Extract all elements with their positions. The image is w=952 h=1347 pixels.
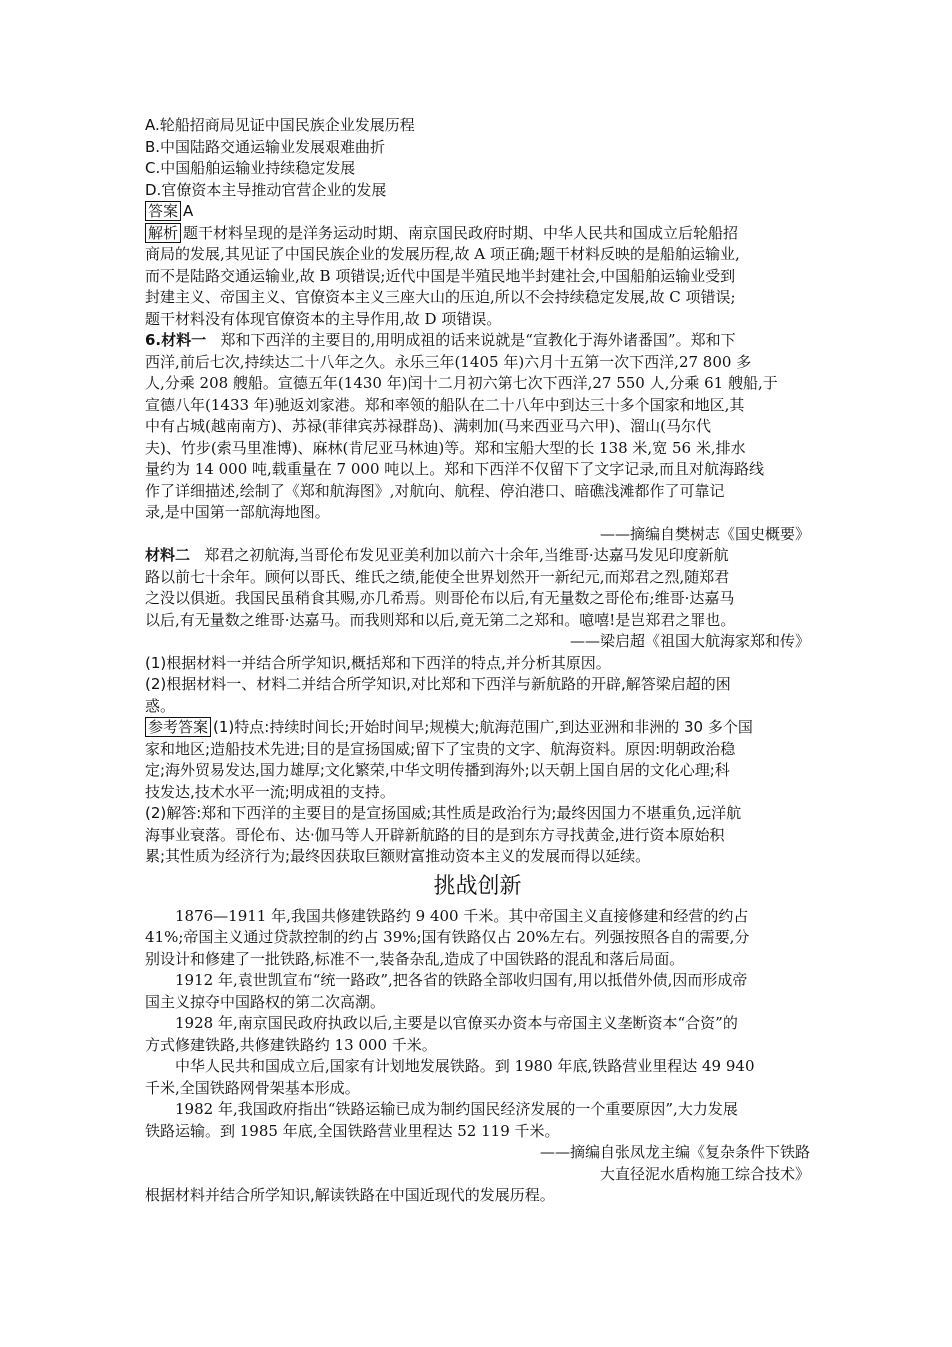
material1-line: 夫)、竹步(索马里准博)、麻林(肯尼亚马林迪)等。郑和宝船大型的长 138 米,宽 56 米,排水 [145,438,746,457]
q6-question-2: (2)根据材料一、材料二并结合所学知识,对比郑和下西洋与新航路的开辟,解答梁启超的困 [145,675,731,693]
material2-line-1 [145,545,810,567]
challenge-source-line: ——摘编自张凤龙主编《复杂条件下铁路 [539,1143,810,1161]
material1-source: ——摘编自樊树志《国史概要》 [599,524,810,543]
material1-label: 材料一 [161,331,207,349]
option-b: B.中国陆路交通运输业发展艰难曲折 [145,137,386,156]
challenge-paragraph-line: 41%;帝国主义通过贷款控制的约占 39%;国有铁路仅占 20%左右。列强按照各自的需要,分 [145,928,750,946]
ref-line: 海事业衰落。哥伦布、达·伽马等人开辟新航路的目的是到东方寻找黄金,进行资本原始积 [145,825,725,844]
option-c: C.中国船舶运输业持续稳定发展 [145,159,356,177]
challenge-paragraph-line: 1982 年,我国政府指出“铁路运输已成为制约国民经济发展的一个重要原因”,大力发展 [175,1100,738,1118]
material2-text: 郑君之初航海,当哥伦布发见亚美利加以前六十余年,当维哥·达嘉马发见印度新航 [204,546,729,564]
ref-line: 家和地区;造船技术先进;目的是宣扬国威;留下了宝贵的文字、航海资料。原因:明朝政治稳 [145,739,736,758]
document-content [145,115,810,1207]
analysis-line: 商局的发展,其见证了中国民族企业的发展历程,故 A 项正确;题干材料反映的是船舶运输业, [145,245,740,263]
analysis-line: 题干材料没有体现官僚资本的主导作用,故 D 项错误。 [145,309,502,328]
ref-line: 累;其性质为经济行为;最终因获取巨额财富推动资本主义的发展而得以延续。 [145,847,651,865]
section-title: 挑战创新 [433,873,522,899]
material1-line: 作了详细描述,绘制了《郑和航海图》,对航向、航程、停泊港口、暗礁浅滩都作了可靠记 [145,481,725,500]
answer-line [145,201,810,223]
challenge-paragraph-line: 1912 年,袁世凯宣布“统一路政”,把各省的铁路全部收归国有,用以抵借外债,因而形成帝 [175,971,748,989]
challenge-paragraph-line: 铁路运输。到 1985 年底,全国铁路营业里程达 52 119 千米。 [145,1121,560,1140]
ref-line-1 [145,717,810,739]
ref-line: (2)解答:郑和下西洋的主要目的是宣扬国威;其性质是政治行为;最终因国力不堪重负,远洋航 [145,804,742,822]
material2-line: 以后,有无量数之维哥·达嘉马。而我则郑和以后,竟无第二之郑和。噫嘻!是岂郑君之罪也。 [145,610,736,629]
answer-value: A [183,202,194,220]
material1-line: 人,分乘 208 艘船。宣德五年(1430 年)闰十二月初六第七次下西洋,27 550 人,分乘 61 艘船,于 [145,374,778,392]
material1-line: 量约为 14 000 吨,载重量在 7 000 吨以上。郑和下西洋不仅留下了文字记录,而且对航海路线 [145,460,765,478]
analysis-label: 解析 [145,223,181,243]
material2-line: 之没以俱逝。我国民虽稍食其赐,亦几希焉。则哥伦布以后,有无量数之哥伦布;维哥·达嘉马 [145,589,735,607]
analysis-text: 题干材料呈现的是洋务运动时期、南京国民政府时期、中华人民共和国成立后轮船招 [183,223,739,242]
material1-line: 西洋,前后七次,持续达二十八年之久。永乐三年(1405 年)六月十五第一次下西洋,27 800 多 [145,352,752,371]
q6-question-2-cont: 惑。 [145,696,176,715]
challenge-source-line: 大直径泥水盾构施工综合技术》 [599,1164,810,1183]
material1-text: 郑和下西洋的主要目的,用明成祖的话来说就是“宣教化于海外诸番国”。郑和下 [220,331,736,349]
option-a: A.轮船招商局见证中国民族企业发展历程 [145,116,415,134]
challenge-paragraph-line: 别设计和修建了一批铁路,标准不一,装备杂乱,造成了中国铁路的混乱和落后局面。 [145,949,685,968]
challenge-question: 根据材料并结合所学知识,解读铁路在中国近现代的发展历程。 [145,1186,555,1204]
challenge-paragraph-line: 千米,全国铁路网骨架基本形成。 [145,1078,360,1097]
ref-line: 定;海外贸易发达,国力雄厚;文化繁荣,中华文明传播到海外;以天朝上国自居的文化心理;科 [145,761,730,779]
challenge-paragraph-line: 方式修建铁路,共修建铁路约 13 000 千米。 [145,1035,437,1054]
q6-number: 6. [145,331,162,349]
material1-line: 宣德八年(1433 年)驰返刘家港。郑和率领的船队在二十八年中到达三十多个国家和地区,其 [145,395,745,414]
material2-source: ——梁启超《祖国大航海家郑和传》 [569,632,810,650]
analysis-line-1 [145,223,810,245]
ref-text: (1)特点:持续时间长;开始时间早;规模大;航海范围广,到达亚洲和非洲的 30 多个国 [213,718,753,736]
analysis-line: 而不是陆路交通运输业,故 B 项错误;近代中国是半殖民地半封建社会,中国船舶运输业受到 [145,266,736,285]
material1-line: 录,是中国第一部航海地图。 [145,503,330,521]
challenge-paragraph-line: 1928 年,南京国民政府执政以后,主要是以官僚买办资本与帝国主义垄断资本“合资”的 [175,1014,738,1032]
challenge-paragraph-line: 1876—1911 年,我国共修建铁路约 9 400 千米。其中帝国主义直接修建和经营的约占 [175,906,749,925]
ref-line: 技发达,技术水平一流;明成祖的支持。 [145,782,395,801]
ref-answer-label: 参考答案 [145,717,211,737]
material1-line: 中有占城(越南南方)、苏禄(菲律宾苏禄群岛)、满剌加(马来西亚马六甲)、溜山(马尔代 [145,417,711,435]
option-d: D.官僚资本主导推动官营企业的发展 [145,180,387,199]
material2-line: 路以前七十余年。顾何以哥氏、维氏之绩,能使全世界划然开一新纪元,而郑君之烈,随郑君 [145,567,730,586]
challenge-paragraph-line: 国主义掠夺中国路权的第二次高潮。 [145,992,386,1011]
analysis-line: 封建主义、帝国主义、官僚资本主义三座大山的压迫,所以不会持续稳定发展,故 C 项错误; [145,288,736,306]
q6-question-1: (1)根据材料一并结合所学知识,概括郑和下西洋的特点,并分析其原因。 [145,653,611,672]
material2-label: 材料二 [145,546,191,564]
answer-label: 答案 [145,201,181,221]
challenge-paragraph-line: 中华人民共和国成立后,国家有计划地发展铁路。到 1980 年底,铁路营业里程达 49 940 [175,1057,755,1075]
q6-material1-line-1 [145,330,810,352]
